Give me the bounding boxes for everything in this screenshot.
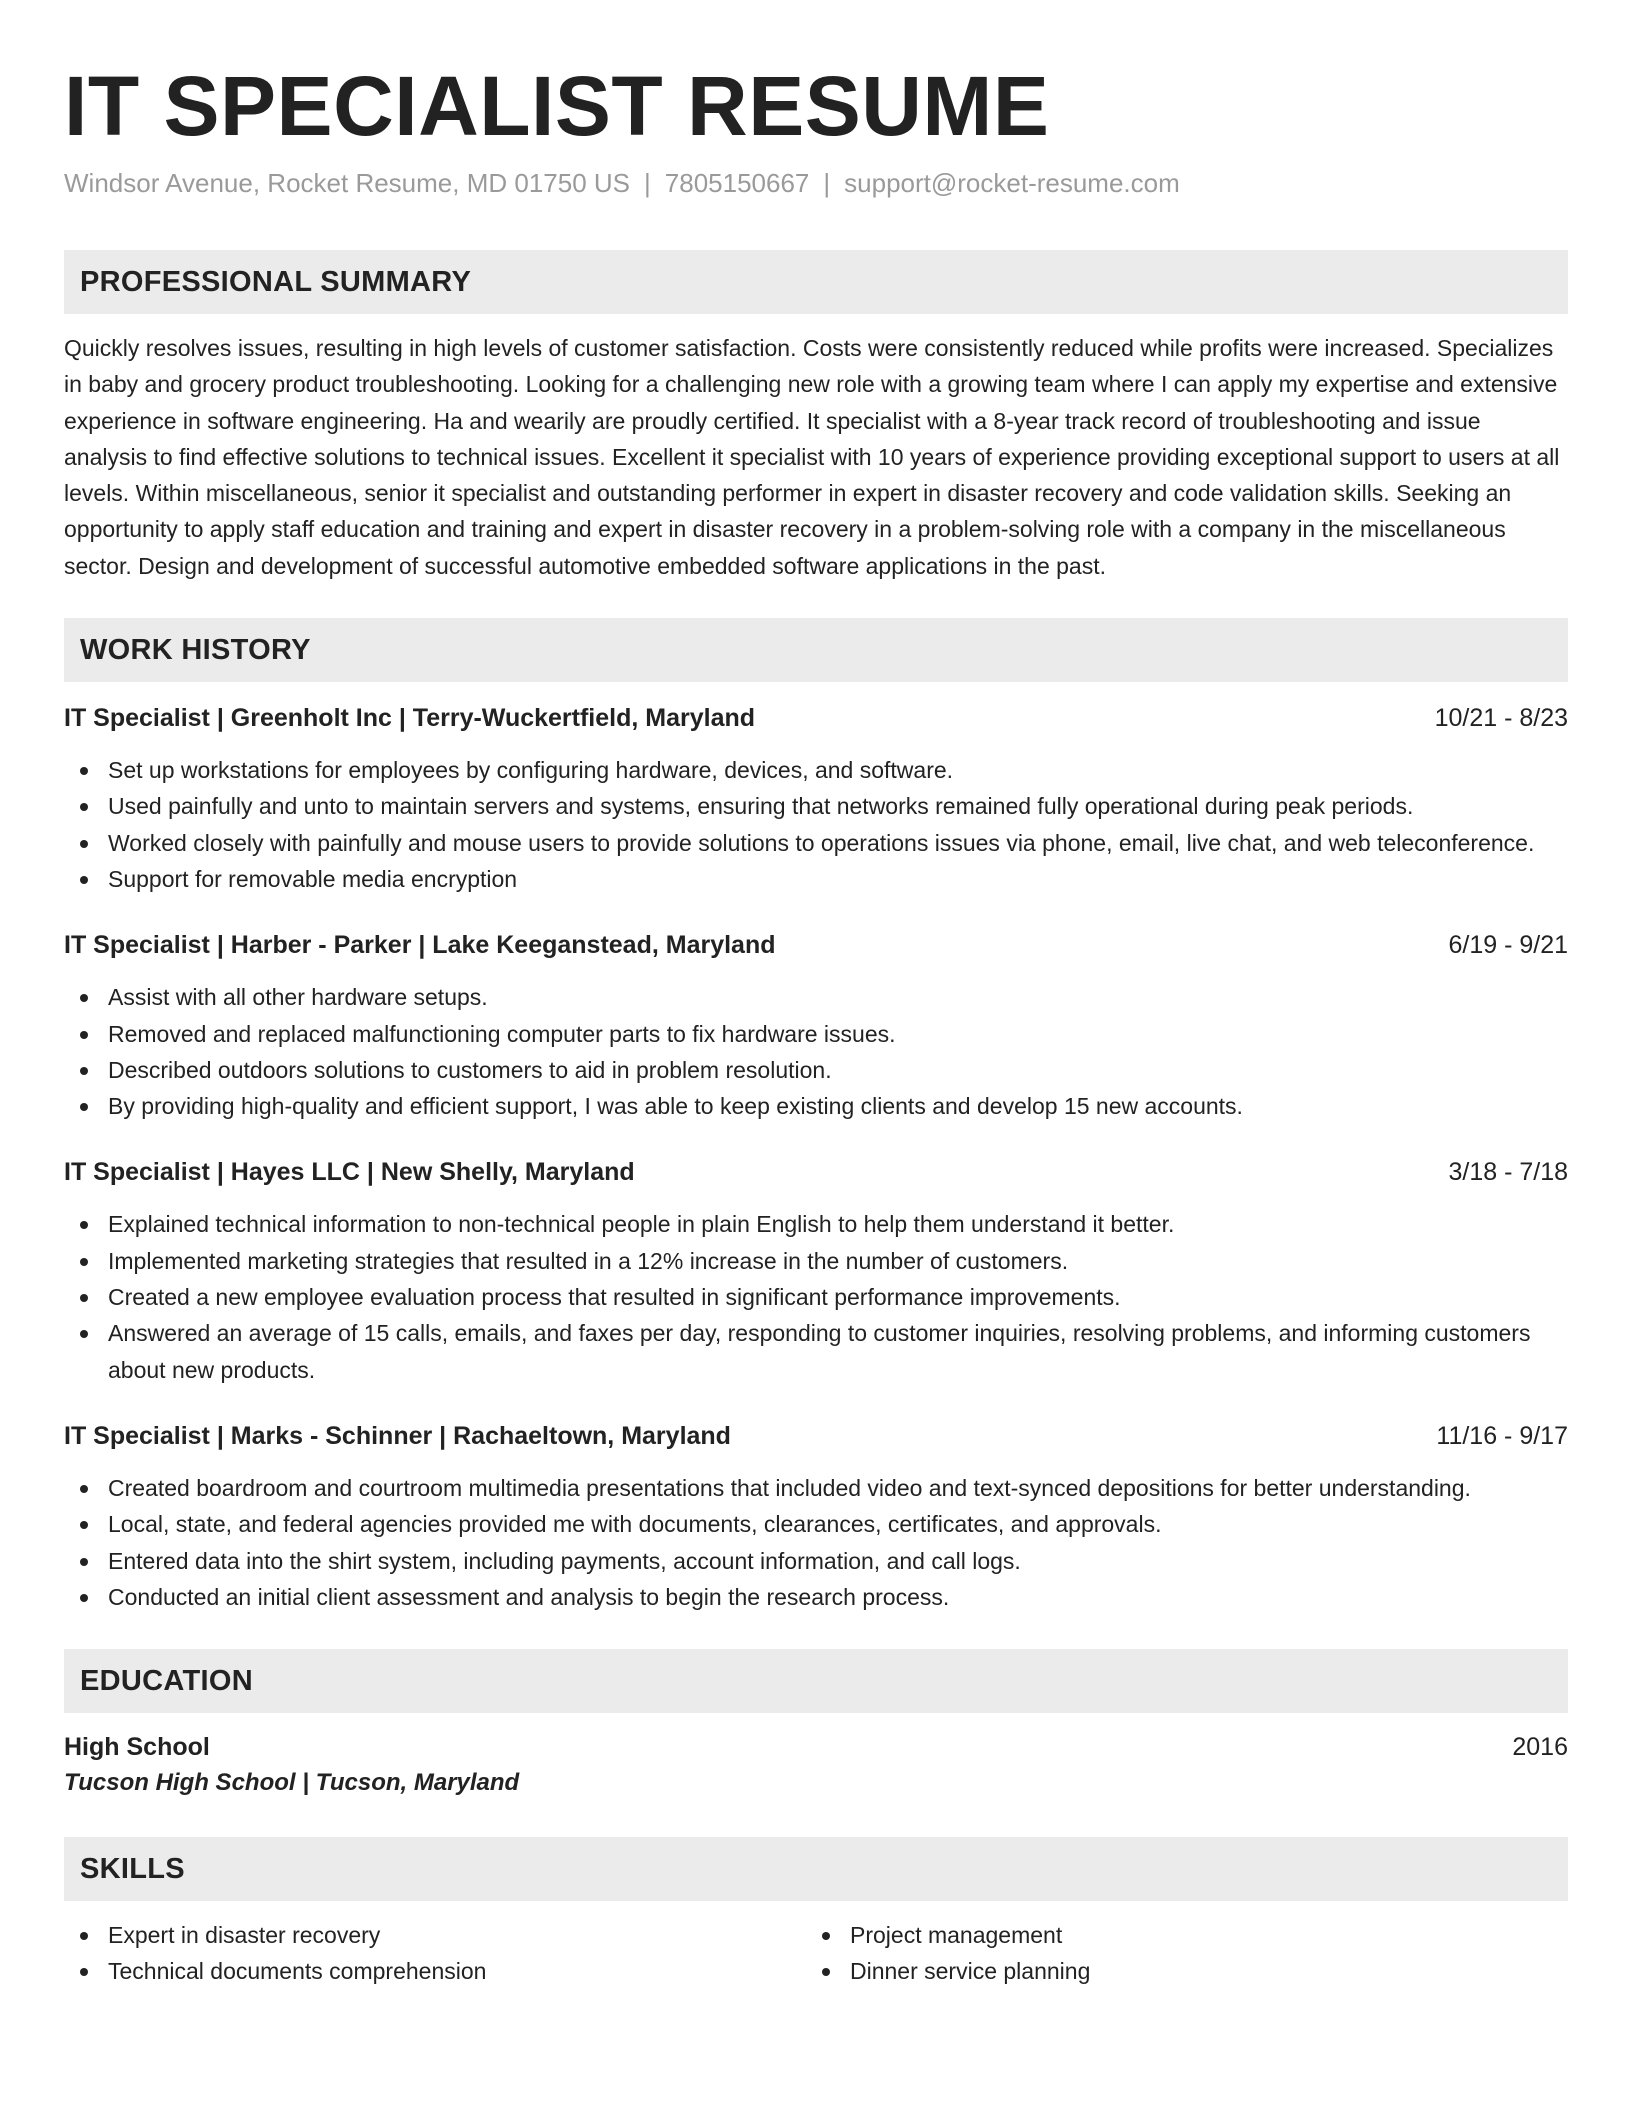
skills-grid	[64, 1917, 1568, 1990]
job-dates: 3/18 - 7/18	[1448, 1158, 1568, 1187]
education-entry	[64, 1729, 1568, 1801]
section-title: EDUCATION	[80, 1664, 253, 1697]
skills-column-right	[806, 1917, 1548, 1990]
job-title: IT Specialist | Harber - Parker | Lake Keeganstead, Maryland	[64, 931, 776, 960]
section-title: WORK HISTORY	[80, 633, 311, 666]
section-title: SKILLS	[80, 1852, 185, 1885]
list-item: Worked closely with painfully and mouse users to provide solutions to operations issues via phone, email, live chat, and web teleconference.	[64, 825, 1568, 861]
list-item: Answered an average of 15 calls, emails, and faxes per day, responding to customer inquiries, resolving problems, and informing customers about new products.	[64, 1315, 1568, 1388]
section-header-work-history	[64, 618, 1568, 682]
list-item: Explained technical information to non-technical people in plain English to help them understand it better.	[64, 1206, 1568, 1242]
job-dates: 11/16 - 9/17	[1436, 1421, 1568, 1450]
education-degree: High School	[64, 1733, 210, 1762]
skills-column-left	[64, 1917, 806, 1990]
list-item: Used painfully and unto to maintain servers and systems, ensuring that networks remained fully operational during peak periods.	[64, 788, 1568, 824]
contact-line	[64, 166, 1568, 200]
job-title: IT Specialist | Hayes LLC | New Shelly, Maryland	[64, 1158, 635, 1187]
list-item: Removed and replaced malfunctioning computer parts to fix hardware issues.	[64, 1016, 1568, 1052]
section-header-skills	[64, 1837, 1568, 1901]
list-item: Described outdoors solutions to customers to aid in problem resolution.	[64, 1052, 1568, 1088]
education-school: Tucson High School | Tucson, Maryland	[64, 1769, 520, 1797]
skill-item: Project management	[806, 1917, 1548, 1953]
job-entry	[64, 1154, 1568, 1387]
list-item: By providing high-quality and efficient support, I was able to keep existing clients and develop 15 new accounts.	[64, 1088, 1568, 1124]
skill-item: Technical documents comprehension	[64, 1953, 806, 1989]
skill-item: Dinner service planning	[806, 1953, 1548, 1989]
contact-address: Windsor Avenue, Rocket Resume, MD 01750 US	[64, 168, 631, 198]
job-bullets	[64, 1470, 1568, 1615]
job-title: IT Specialist | Greenholt Inc | Terry-Wuckertfield, Maryland	[64, 704, 756, 733]
job-title: IT Specialist | Marks - Schinner | Rachaeltown, Maryland	[64, 1421, 731, 1450]
summary-text: Quickly resolves issues, resulting in high levels of customer satisfaction. Costs were consistently reduced while profits were increased. Specializes in baby and grocery product troubleshooting. Looking for a challenging new role with a growing team where I can apply my expertise and extensive experience in software engineering. Ha and wearily are proudly certified. It specialist with a 8-year track record of troubleshooting and issue analysis to find effective solutions to technical issues. Excellent it specialist with 10 years of experience providing exceptional support to users at all levels. Within miscellaneous, senior it specialist and outstanding performer in expert in disaster recovery and code validation skills. Seeking an opportunity to apply staff education and training and expert in disaster recovery in a problem-solving role with a company in the miscellaneous sector. Design and development of successful automotive embedded software applications in the past.	[64, 335, 1560, 579]
education-row	[64, 1729, 1568, 1765]
contact-phone[interactable]: 7805150667	[664, 168, 810, 198]
job-title-row	[64, 927, 1568, 963]
job-title-row	[64, 1418, 1568, 1454]
education-year: 2016	[1512, 1733, 1568, 1762]
list-item: Conducted an initial client assessment and analysis to begin the research process.	[64, 1579, 1568, 1615]
section-header-summary	[64, 250, 1568, 314]
list-item: Implemented marketing strategies that resulted in a 12% increase in the number of customers.	[64, 1243, 1568, 1279]
skill-item: Expert in disaster recovery	[64, 1917, 806, 1953]
job-bullets	[64, 979, 1568, 1124]
job-dates: 10/21 - 8/23	[1434, 704, 1568, 733]
resume-title: IT SPECIALIST RESUME	[64, 59, 1050, 153]
job-entry	[64, 1418, 1568, 1615]
job-entry	[64, 927, 1568, 1124]
list-item: Support for removable media encryption	[64, 861, 1568, 897]
list-item: Local, state, and federal agencies provided me with documents, clearances, certificates, and approvals.	[64, 1506, 1568, 1542]
contact-email[interactable]: support@rocket-resume.com	[844, 168, 1180, 198]
list-item: Assist with all other hardware setups.	[64, 979, 1568, 1015]
list-item: Created a new employee evaluation process that resulted in significant performance improvements.	[64, 1279, 1568, 1315]
list-item: Set up workstations for employees by configuring hardware, devices, and software.	[64, 752, 1568, 788]
job-title-row	[64, 1154, 1568, 1190]
job-title-row	[64, 700, 1568, 736]
job-bullets	[64, 1206, 1568, 1387]
job-dates: 6/19 - 9/21	[1448, 931, 1568, 960]
contact-separator: |	[823, 168, 831, 198]
list-item: Entered data into the shirt system, including payments, account information, and call logs.	[64, 1543, 1568, 1579]
section-title: PROFESSIONAL SUMMARY	[80, 265, 472, 298]
list-item: Created boardroom and courtroom multimedia presentations that included video and text-synced depositions for better understanding.	[64, 1470, 1568, 1506]
contact-separator: |	[644, 168, 651, 198]
job-bullets	[64, 752, 1568, 897]
job-entry	[64, 700, 1568, 897]
section-header-education	[64, 1649, 1568, 1713]
